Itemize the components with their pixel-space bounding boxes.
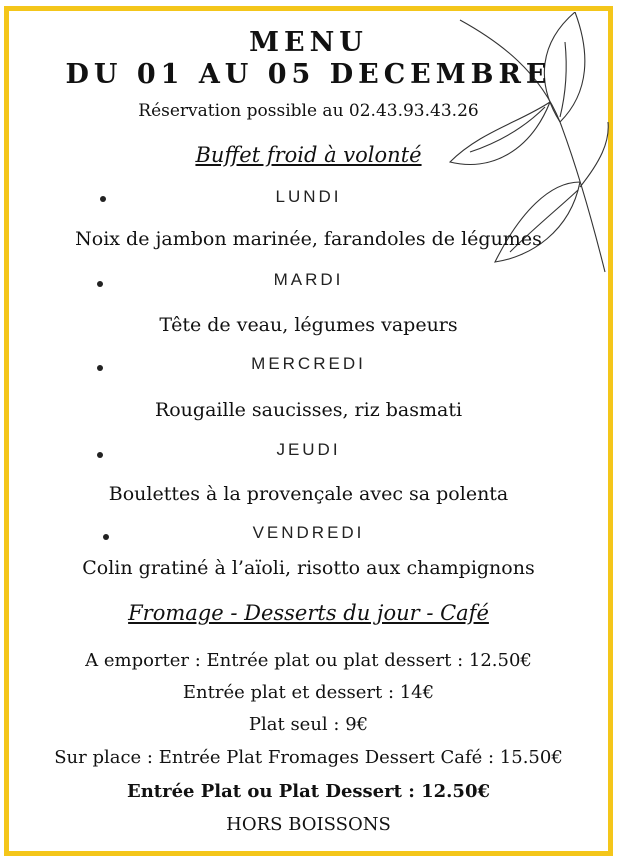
dish-vendredi: Colin gratiné à l’aïoli, risotto aux champignons	[82, 557, 535, 579]
dish-mardi: Tête de veau, légumes vapeurs	[159, 314, 458, 336]
price-sur-place: Sur place : Entrée Plat Fromages Dessert Café : 15.50€	[54, 747, 563, 768]
dish-mercredi: Rougaille saucisses, riz basmati	[154, 399, 463, 421]
day-lundi: LUNDI	[275, 187, 342, 206]
day-mercredi: MERCREDI	[251, 354, 366, 373]
price-plat-seul: Plat seul : 9€	[248, 714, 369, 735]
menu-title: MENU	[249, 27, 368, 58]
dish-jeudi: Boulettes à la provençale avec sa polenta	[108, 483, 509, 505]
dish-lundi: Noix de jambon marinée, farandoles de légumes	[75, 228, 542, 250]
desserts-heading: Fromage - Desserts du jour - Café	[128, 601, 489, 625]
reservation-phone: Réservation possible au 02.43.93.43.26	[138, 101, 479, 121]
menu-dates: DU 01 AU 05 DECEMBRE	[65, 59, 552, 90]
price-sur-place-formule: Entrée Plat ou Plat Dessert : 12.50€	[126, 781, 490, 802]
price-takeaway: A emporter : Entrée plat ou plat dessert : 12.50€	[85, 650, 532, 671]
day-mardi: MARDI	[273, 270, 344, 289]
day-jeudi: JEUDI	[276, 440, 341, 459]
day-vendredi: VENDREDI	[252, 523, 365, 542]
hors-boissons-note: HORS BOISSONS	[226, 814, 391, 835]
price-entree-plat-dessert: Entrée plat et dessert : 14€	[182, 682, 435, 703]
buffet-heading: Buffet froid à volonté	[195, 143, 422, 167]
